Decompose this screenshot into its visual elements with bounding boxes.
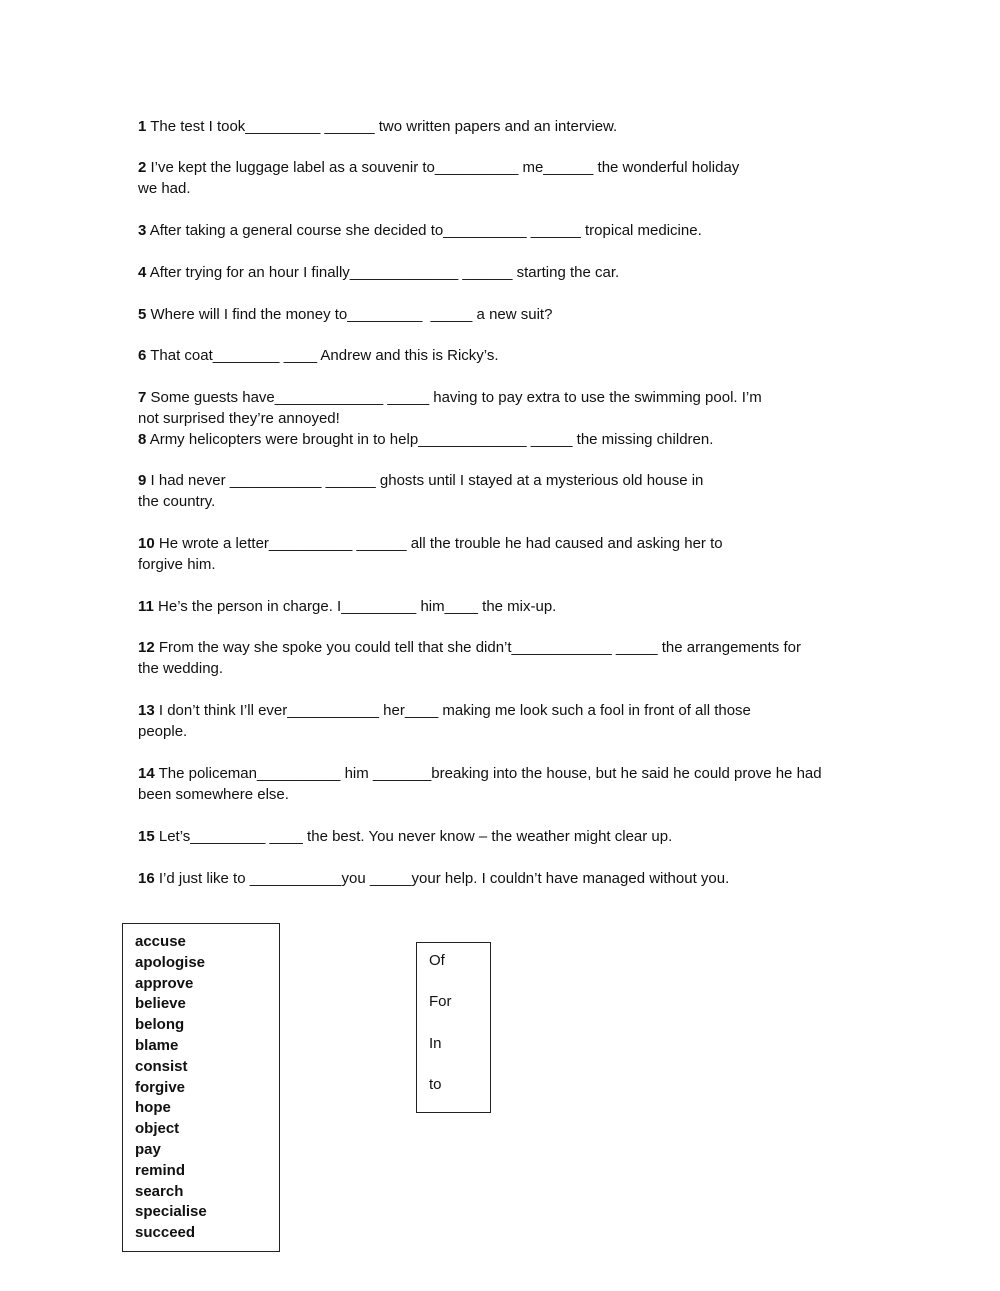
question-number: 4: [138, 264, 147, 281]
question-14: [138, 763, 822, 784]
preposition-item: to: [429, 1076, 442, 1094]
question-11: [138, 596, 556, 617]
question-text: From the way she spoke you could tell that she didn’t____________ _____ the arrangements for: [158, 639, 801, 656]
verb-item: specialise: [135, 1203, 207, 1221]
verb-item: apologise: [135, 953, 206, 971]
question-number: 9: [138, 472, 147, 489]
question-text: That coat________ ____ Andrew and this is Ricky’s.: [150, 347, 499, 364]
question-5: [138, 304, 552, 325]
question-2: [138, 157, 739, 178]
question-12-continued: the wedding.: [138, 660, 224, 677]
question-text: He wrote a letter__________ ______ all the trouble he had caused and asking her to: [158, 535, 723, 552]
verb-item: hope: [135, 1099, 171, 1117]
preposition-item: For: [429, 993, 452, 1011]
question-number: 14: [138, 765, 155, 782]
verb-item: consist: [135, 1057, 188, 1075]
question-text: I had never ___________ ______ ghosts until I stayed at a mysterious old house in: [150, 472, 704, 489]
question-4: [138, 262, 619, 283]
question-2-continued: we had.: [138, 180, 191, 197]
question-number: 1: [138, 118, 147, 135]
verb-item: blame: [135, 1036, 179, 1054]
question-number: 5: [138, 306, 147, 323]
question-number: 8: [138, 431, 147, 448]
question-number: 7: [138, 389, 147, 406]
question-text: The policeman__________ him _______breaking into the house, but he said he could prove he had: [158, 765, 822, 782]
verb-item: remind: [135, 1161, 186, 1179]
question-9-continued: the country.: [138, 493, 216, 510]
verb-item: succeed: [135, 1224, 196, 1242]
question-number: 10: [138, 535, 155, 552]
question-text: After taking a general course she decided to__________ ______ tropical medicine.: [149, 222, 702, 239]
question-8: [138, 429, 713, 450]
verb-item: believe: [135, 995, 186, 1013]
question-text: He’s the person in charge. I_________ him____ the mix-up.: [158, 598, 557, 615]
preposition-list: [429, 950, 452, 1116]
question-10-continued: forgive him.: [138, 556, 216, 573]
question-7-continued: not surprised they’re annoyed!: [138, 410, 340, 427]
question-text: Where will I find the money to_________ _____ a new suit?: [150, 306, 553, 323]
question-number: 12: [138, 639, 155, 656]
question-16: [138, 868, 729, 889]
question-number: 15: [138, 828, 155, 845]
question-12: [138, 637, 801, 658]
verb-item: accuse: [135, 933, 186, 950]
question-13-continued: people.: [138, 723, 188, 740]
question-number: 3: [138, 222, 147, 239]
question-14-continued: been somewhere else.: [138, 786, 289, 803]
preposition-item: In: [429, 1034, 442, 1052]
verb-item: forgive: [135, 1078, 186, 1096]
preposition-word-box: [416, 942, 491, 1113]
question-text: I’ve kept the luggage label as a souvenir to__________ me______ the wonderful holiday: [150, 159, 740, 176]
question-text: Army helicopters were brought in to help_____________ _____ the missing children.: [149, 431, 714, 448]
question-number: 11: [138, 598, 154, 615]
question-number: 16: [138, 870, 155, 887]
question-text: Let’s_________ ____ the best. You never know – the weather might clear up.: [158, 828, 673, 845]
question-6: [138, 345, 499, 366]
question-text: The test I took_________ ______ two written papers and an interview.: [150, 118, 618, 135]
preposition-item: Of: [429, 952, 445, 969]
verb-item: pay: [135, 1140, 161, 1158]
question-text: Some guests have_____________ _____ having to pay extra to use the swimming pool. I’m: [150, 389, 762, 406]
question-number: 2: [138, 159, 147, 176]
question-13: [138, 700, 751, 721]
question-10: [138, 533, 723, 554]
question-text: I don’t think I’ll ever___________ her____ making me look such a fool in front of all those: [158, 702, 751, 719]
verb-list: [135, 932, 207, 1244]
verb-item: object: [135, 1120, 180, 1138]
question-9: [138, 470, 703, 491]
verb-item: belong: [135, 1016, 185, 1034]
question-15: [138, 826, 672, 847]
question-number: 13: [138, 702, 155, 719]
question-1: [138, 116, 617, 137]
question-3: [138, 220, 702, 241]
verb-item: search: [135, 1182, 184, 1200]
question-7: [138, 387, 762, 408]
verb-word-box: [122, 923, 280, 1252]
verb-item: approve: [135, 974, 194, 992]
question-number: 6: [138, 347, 147, 364]
question-text: After trying for an hour I finally_____________ ______ starting the car.: [149, 264, 620, 281]
question-text: I’d just like to ___________you _____your help. I couldn’t have managed without you.: [158, 870, 730, 887]
